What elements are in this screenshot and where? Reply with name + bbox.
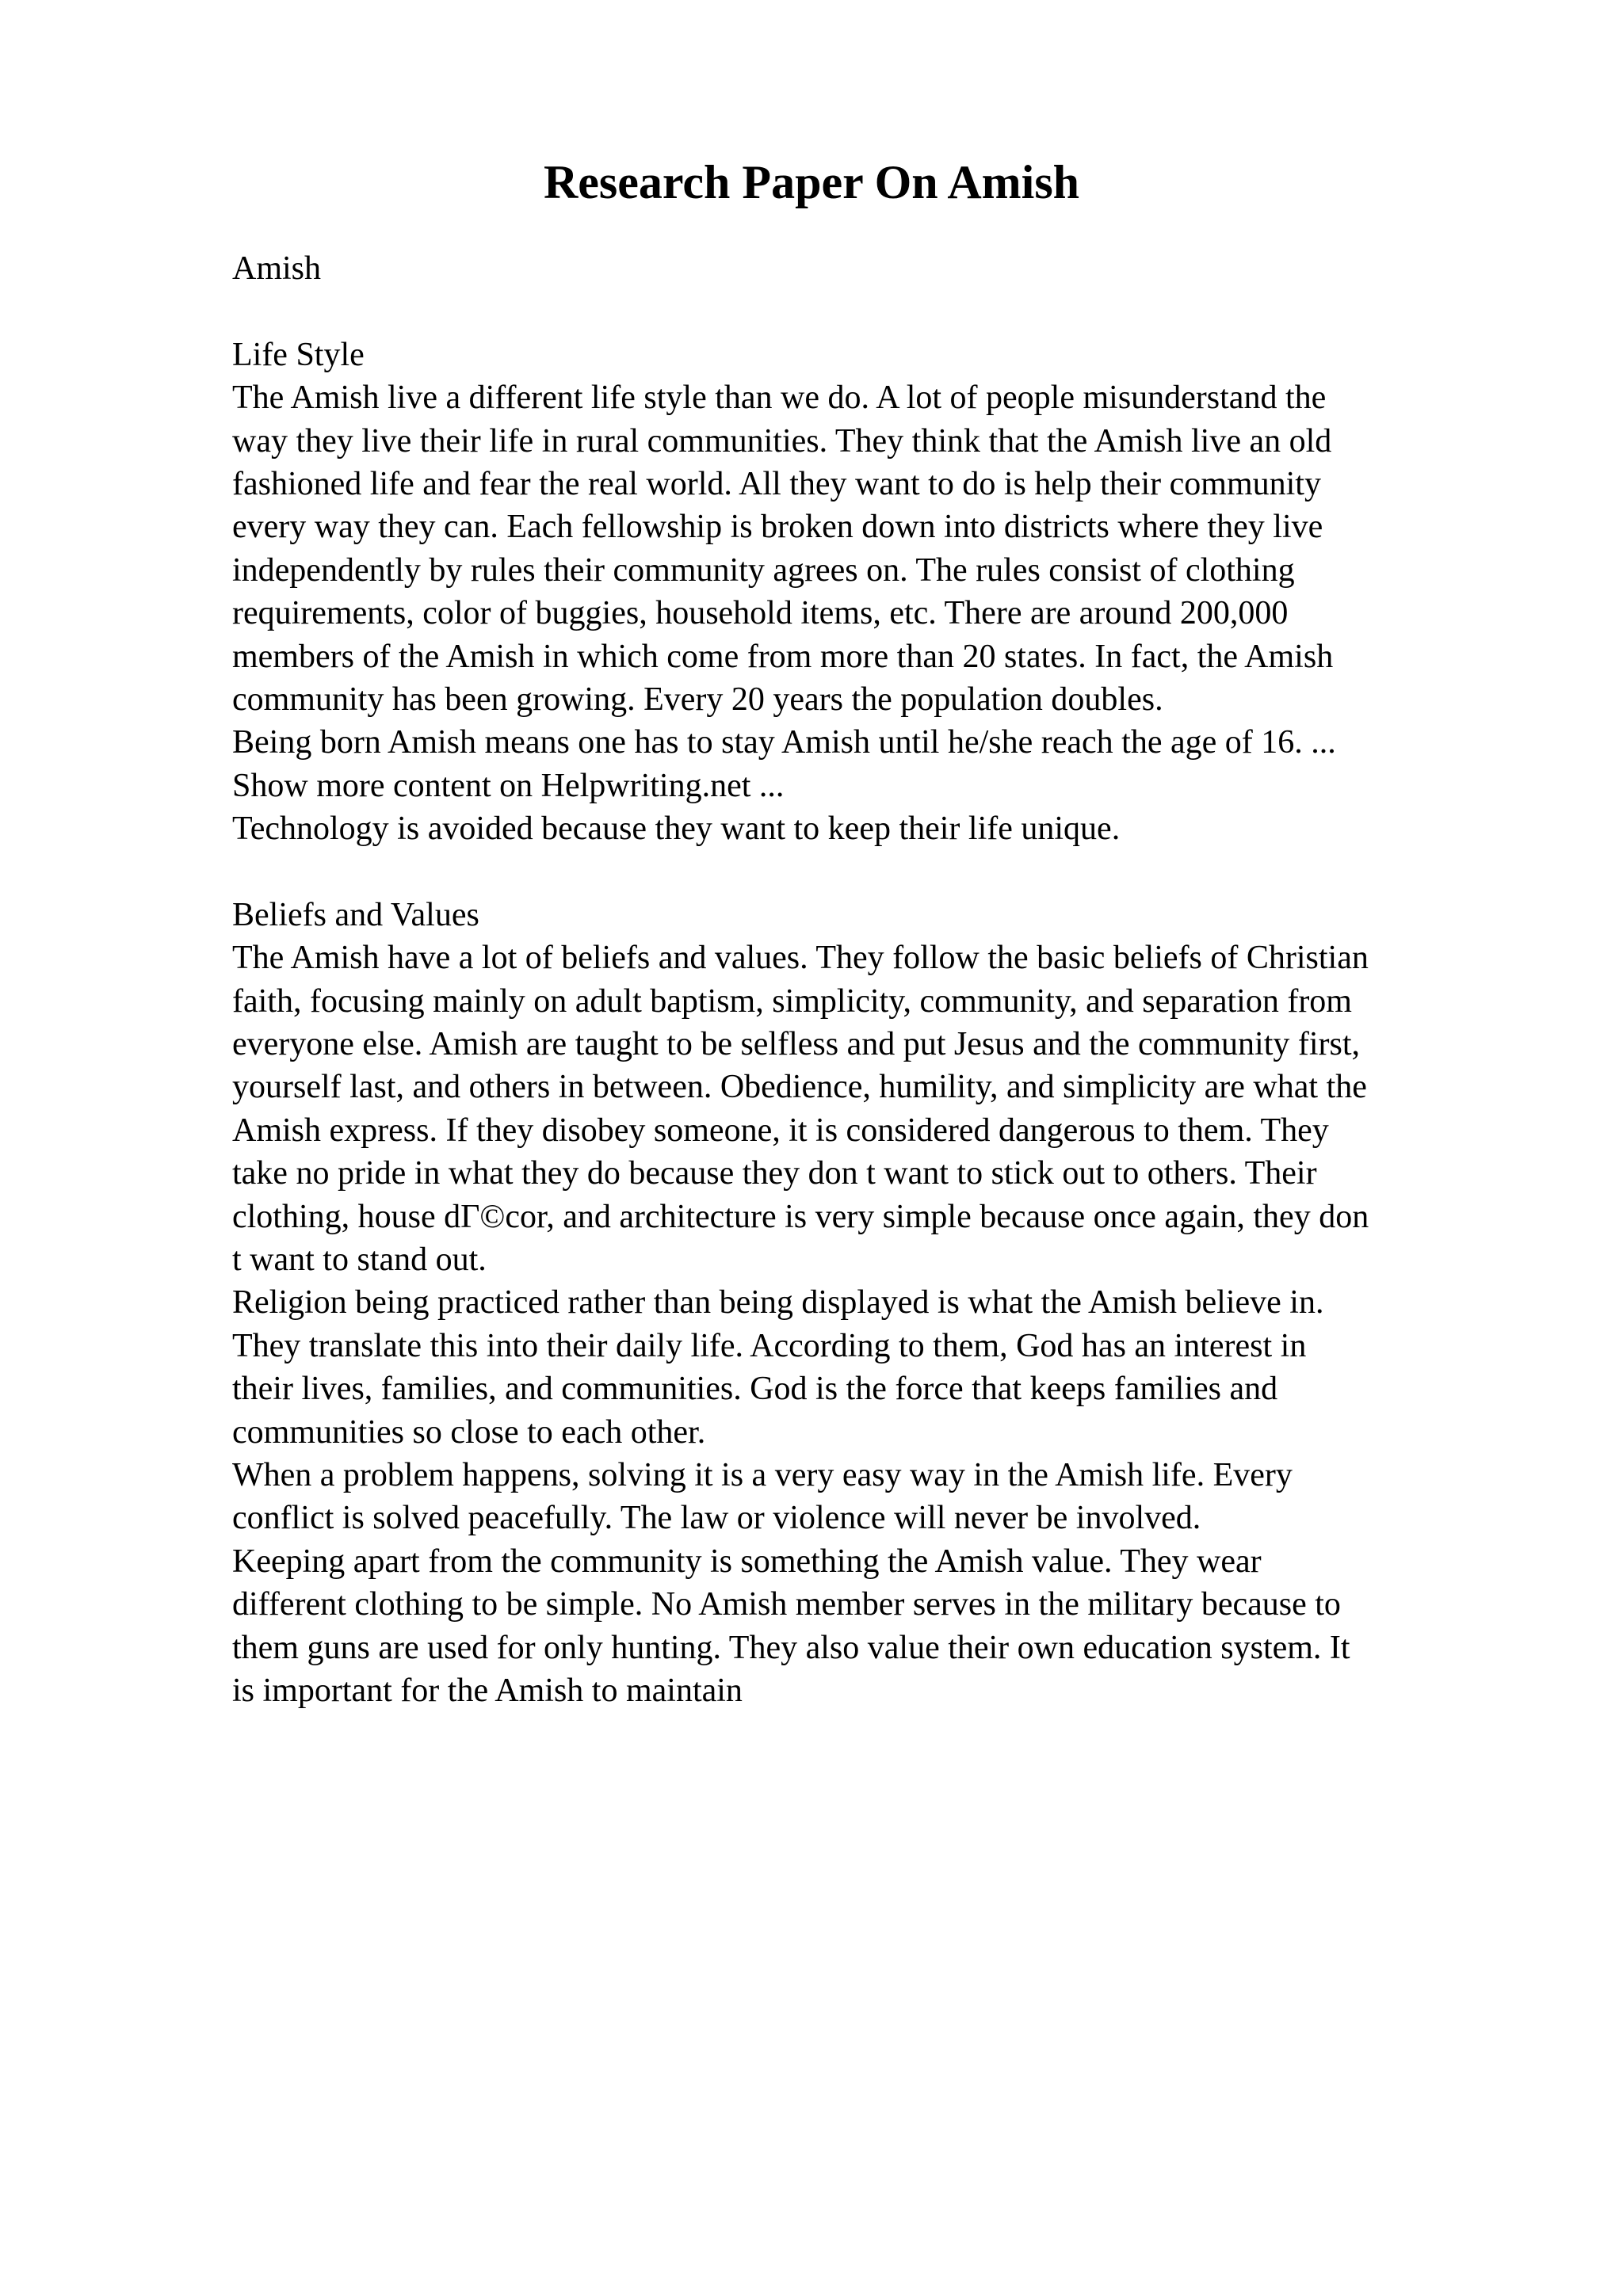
text-line: everyone else. Amish are taught to be selfless and put Jesus and the community first, (232, 1026, 1361, 1063)
text-line: They translate this into their daily life. According to them, God has an interest in (232, 1327, 1307, 1364)
text-line: yourself last, and others in between. Obedience, humility, and simplicity are what the (232, 1069, 1367, 1106)
text-line: their lives, families, and communities. God is the force that keeps families and (232, 1371, 1278, 1408)
text-line: The Amish have a lot of beliefs and values. They follow the basic beliefs of Christian (232, 940, 1369, 977)
text-line: independently by rules their community agrees on. The rules consist of clothing (232, 551, 1295, 589)
text-line: The Amish live a different life style than we do. A lot of people misunderstand the (232, 379, 1327, 417)
text-line: faith, focusing mainly on adult baptism, simplicity, community, and separation from (232, 982, 1352, 1020)
text-line: members of the Amish in which come from more than 20 states. In fact, the Amish (232, 638, 1334, 675)
blank-line (232, 290, 1619, 333)
text-line: way they live their life in rural communities. They think that the Amish live an old (232, 422, 1332, 460)
text-line: communities so close to each other. (232, 1413, 706, 1451)
text-line: requirements, color of buggies, household items, etc. There are around 200,000 (232, 595, 1289, 632)
text-line: take no pride in what they do because they don t want to stick out to others. Their (232, 1155, 1317, 1192)
text-line: clothing, house dΓ©cor, and architecture is very simple because once again, they don (232, 1198, 1369, 1235)
text-line: Technology is avoided because they want to keep their life unique. (232, 810, 1121, 848)
text-line: fashioned life and fear the real world. All they want to do is help their community (232, 465, 1321, 502)
text-line: Religion being practiced rather than being displayed is what the Amish believe in. (232, 1284, 1324, 1322)
text-line: Amish (232, 250, 322, 287)
text-line: them guns are used for only hunting. They also value their own education system. It (232, 1629, 1350, 1666)
text-line: Life Style (232, 336, 365, 373)
text-line: is important for the Amish to maintain (232, 1672, 743, 1709)
text-line: When a problem happens, solving it is a very easy way in the Amish life. Every (232, 1456, 1293, 1493)
document-body (232, 247, 1619, 1712)
text-line: Keeping apart from the community is something the Amish value. They wear (232, 1543, 1262, 1580)
text-line: Show more content on Helpwriting.net ... (232, 767, 785, 804)
blank-line (232, 850, 1619, 893)
text-line: Amish express. If they disobey someone, it is considered dangerous to them. They (232, 1112, 1329, 1149)
text-line: community has been growing. Every 20 years the population doubles. (232, 681, 1163, 718)
text-line: every way they can. Each fellowship is broken down into districts where they live (232, 509, 1323, 546)
text-line: Beliefs and Values (232, 896, 479, 933)
text-line: conflict is solved peacefully. The law or violence will never be involved. (232, 1500, 1201, 1537)
text-line: Being born Amish means one has to stay Amish until he/she reach the age of 16. ... (232, 724, 1336, 761)
text-line: t want to stand out. (232, 1241, 487, 1278)
text-line: different clothing to be simple. No Amish member serves in the military because to (232, 1586, 1341, 1623)
document-title: Research Paper On Amish (543, 156, 1080, 208)
